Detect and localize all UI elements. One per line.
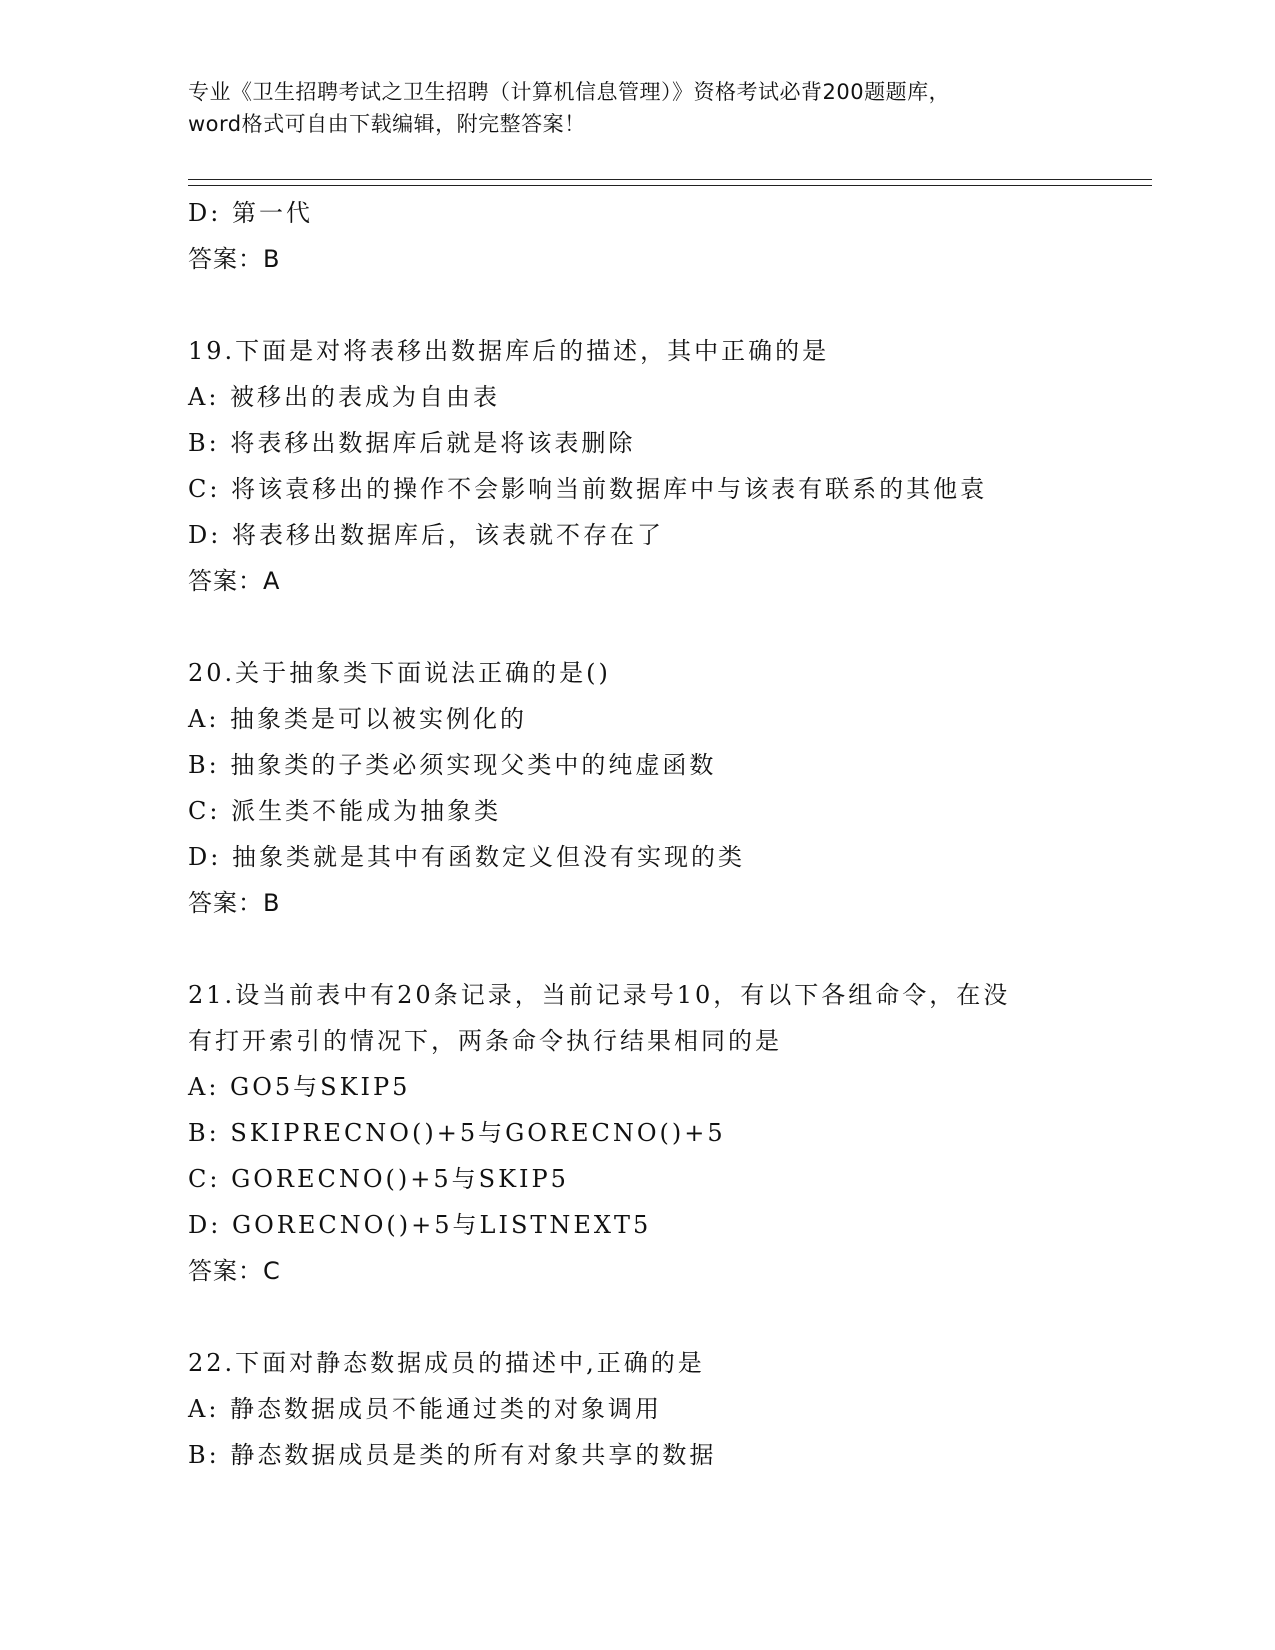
spacer <box>188 1294 1088 1340</box>
question-content <box>188 190 1088 1478</box>
spacer <box>188 282 1088 328</box>
question-stem: 20.关于抽象类下面说法正确的是() <box>188 659 611 687</box>
option-c: C: 将该袁移出的操作不会影响当前数据库中与该表有联系的其他袁 <box>188 475 988 503</box>
question-stem: 22.下面对静态数据成员的描述中,正确的是 <box>188 1349 705 1377</box>
option-d: D: GORECNO()+5与LISTNEXT5 <box>188 1211 652 1239</box>
option-c: C: GORECNO()+5与SKIP5 <box>188 1165 569 1193</box>
option-a: A: 抽象类是可以被实例化的 <box>188 705 528 733</box>
answer-line: 答案：B <box>188 245 281 273</box>
option-a: A: 静态数据成员不能通过类的对象调用 <box>188 1395 663 1423</box>
question-stem-line-2: 有打开索引的情况下，两条命令执行结果相同的是 <box>188 1027 782 1055</box>
option-d: D: 将表移出数据库后，该表就不存在了 <box>188 521 664 549</box>
option-d: D: 抽象类就是其中有函数定义但没有实现的类 <box>188 843 745 871</box>
answer-line: 答案：B <box>188 889 281 917</box>
previous-question <box>188 190 1088 282</box>
spacer <box>188 926 1088 972</box>
question-19 <box>188 328 1088 604</box>
option-c: C: 派生类不能成为抽象类 <box>188 797 502 825</box>
question-20 <box>188 650 1088 926</box>
option-a: A: GO5与SKIP5 <box>188 1073 411 1101</box>
option-b: B: 抽象类的子类必须实现父类中的纯虚函数 <box>188 751 717 779</box>
page-header <box>188 76 1088 140</box>
header-divider <box>188 179 1152 186</box>
answer-line: 答案：C <box>188 1257 281 1285</box>
spacer <box>188 604 1088 650</box>
answer-line: 答案：A <box>188 567 281 595</box>
header-title-line-2: word格式可自由下载编辑，附完整答案！ <box>188 112 586 136</box>
question-stem-line-1: 21.设当前表中有20条记录，当前记录号10，有以下各组命令，在没 <box>188 981 1011 1009</box>
header-title-line-1: 专业《卫生招聘考试之卫生招聘（计算机信息管理）》资格考试必背200题题库， <box>188 80 951 104</box>
option-b: B: 将表移出数据库后就是将该表删除 <box>188 429 636 457</box>
option-a: A: 被移出的表成为自由表 <box>188 383 501 411</box>
option-d: D: 第一代 <box>188 199 313 227</box>
option-b: B: 静态数据成员是类的所有对象共享的数据 <box>188 1441 717 1469</box>
question-stem: 19.下面是对将表移出数据库后的描述，其中正确的是 <box>188 337 830 365</box>
option-b: B: SKIPRECNO()+5与GORECNO()+5 <box>188 1119 726 1147</box>
question-21 <box>188 972 1088 1294</box>
question-22 <box>188 1340 1088 1478</box>
